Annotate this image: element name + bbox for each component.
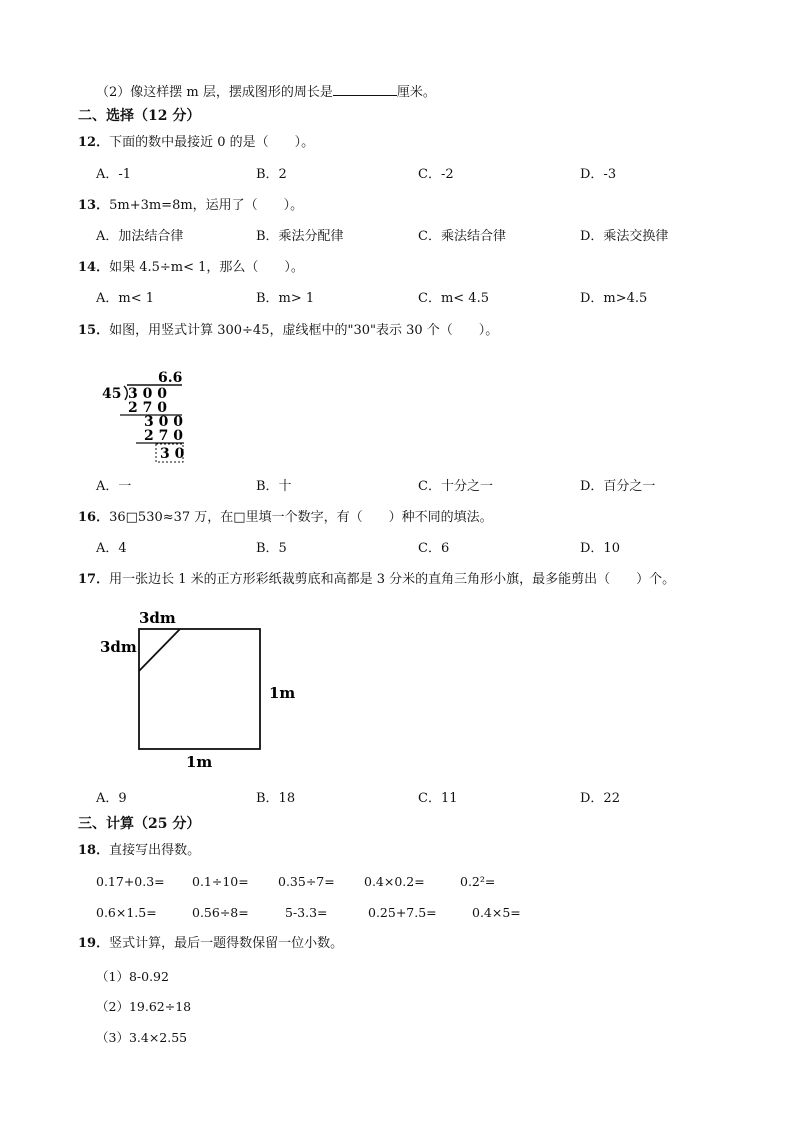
question-number: 17． (78, 572, 110, 587)
q14-option-a[interactable]: A．m< 1 (96, 291, 155, 306)
q15-option-a[interactable]: A．一 (96, 479, 132, 494)
question-number: 19． (78, 936, 110, 951)
remainder-2: 3 0 (160, 446, 185, 462)
question-text: 竖式计算，最后一题得数保留一位小数。 (109, 936, 344, 951)
vertical-calc-item-1[interactable]: （1）8-0.92 (96, 969, 169, 984)
vertical-calc-item-2[interactable]: （2）19.62÷18 (96, 999, 192, 1014)
q14-option-c[interactable]: C．m< 4.5 (418, 291, 489, 306)
question-number: 12． (78, 135, 110, 150)
calc-item[interactable]: 5-3.3= (285, 905, 328, 920)
q16-option-a[interactable]: A．4 (96, 541, 127, 556)
question-number: 16． (78, 510, 110, 525)
q17-option-c[interactable]: C．11 (418, 791, 458, 806)
answer-blank[interactable] (333, 82, 397, 96)
remainder-1: 3 0 0 (144, 414, 183, 430)
q17-option-a[interactable]: A．9 (96, 791, 127, 806)
q13-option-a[interactable]: A．加法结合律 (96, 229, 184, 244)
q17-option-b[interactable]: B．18 (256, 791, 296, 806)
calc-item[interactable]: 0.35÷7= (278, 874, 335, 889)
calc-item[interactable]: 0.4×0.2= (364, 874, 425, 889)
label-left-3dm: 3dm (100, 638, 137, 656)
divisor: 45 (102, 386, 122, 402)
question-18 (78, 842, 200, 860)
question-text-end: 厘米。 (396, 85, 436, 100)
q12-option-d[interactable]: D．-3 (580, 167, 617, 182)
calc-item[interactable]: 0.17+0.3= (96, 874, 165, 889)
q15-option-b[interactable]: B．十 (256, 479, 292, 494)
question-number: 14． (78, 260, 110, 275)
question-number: 13． (78, 198, 110, 213)
division-bracket (124, 386, 127, 400)
question-text: 下面的数中最接近 0 的是（ ）。 (109, 135, 315, 150)
q17-option-d[interactable]: D．22 (580, 791, 620, 806)
question-text: 36□530≈37 万，在□里填一个数字，有（ ）种不同的填法。 (109, 510, 493, 525)
q12-option-a[interactable]: A．-1 (96, 167, 132, 182)
question-19 (78, 935, 343, 953)
question-17 (78, 571, 675, 589)
question-13 (78, 197, 303, 215)
subtract-step-1: 2 7 0 (128, 400, 167, 416)
question-text: 如果 4.5÷m< 1，那么（ ）。 (109, 260, 304, 275)
q15-option-d[interactable]: D．百分之一 (580, 479, 656, 494)
question-number: 15． (78, 323, 110, 338)
calc-item[interactable]: 0.25+7.5= (368, 905, 437, 920)
square (139, 629, 260, 749)
calc-item[interactable]: 0.56÷8= (192, 905, 249, 920)
subtract-step-2: 2 7 0 (144, 428, 183, 444)
section-title-choice: 二、选择（12 分） (78, 108, 201, 124)
q16-option-d[interactable]: D．10 (580, 541, 620, 556)
q12-option-b[interactable]: B．2 (256, 167, 287, 182)
label-right-1m: 1m (269, 684, 296, 702)
question-12 (78, 134, 314, 152)
q13-option-b[interactable]: B．乘法分配律 (256, 229, 344, 244)
q16-option-c[interactable]: C．6 (418, 541, 450, 556)
question-text: （2）像这样摆 m 层，摆成图形的周长是 (96, 85, 333, 100)
q14-option-d[interactable]: D．m>4.5 (580, 291, 648, 306)
label-top-3dm: 3dm (139, 609, 176, 627)
question-14 (78, 259, 304, 277)
question-15 (78, 322, 498, 340)
question-text: 用一张边长 1 米的正方形彩纸裁剪底和高都是 3 分米的直角三角形小旗，最多能剪出（ ）个。 (109, 572, 676, 587)
quotient: 6.6 (158, 370, 183, 386)
triangle-hypotenuse (139, 629, 180, 671)
q15-option-c[interactable]: C．十分之一 (418, 479, 493, 494)
question-number: 18． (78, 843, 110, 858)
label-bottom-1m: 1m (186, 753, 213, 771)
q14-option-b[interactable]: B．m> 1 (256, 291, 315, 306)
q16-option-b[interactable]: B．5 (256, 541, 287, 556)
vertical-calc-item-3[interactable]: （3）3.4×2.55 (96, 1030, 188, 1045)
question-text: 如图，用竖式计算 300÷45，虚线框中的"30"表示 30 个（ ）。 (109, 323, 499, 338)
q13-option-c[interactable]: C．乘法结合律 (418, 229, 506, 244)
dividend: 3 0 0 (128, 386, 167, 402)
q12-option-c[interactable]: C．-2 (418, 167, 454, 182)
question-text: 直接写出得数。 (109, 843, 201, 858)
question-16 (78, 509, 493, 527)
calc-item[interactable]: 0.4×5= (472, 905, 521, 920)
long-division-figure (98, 362, 198, 466)
section-title-calculation: 三、计算（25 分） (78, 816, 201, 832)
calc-item[interactable]: 0.6×1.5= (96, 905, 157, 920)
calc-item[interactable]: 0.2²= (460, 874, 496, 889)
calc-item[interactable]: 0.1÷10= (192, 874, 249, 889)
square-paper-figure (98, 604, 298, 776)
q13-option-d[interactable]: D．乘法交换律 (580, 229, 669, 244)
question-11-part2 (96, 82, 436, 102)
question-text: 5m+3m=8m，运用了（ ）。 (109, 198, 304, 213)
